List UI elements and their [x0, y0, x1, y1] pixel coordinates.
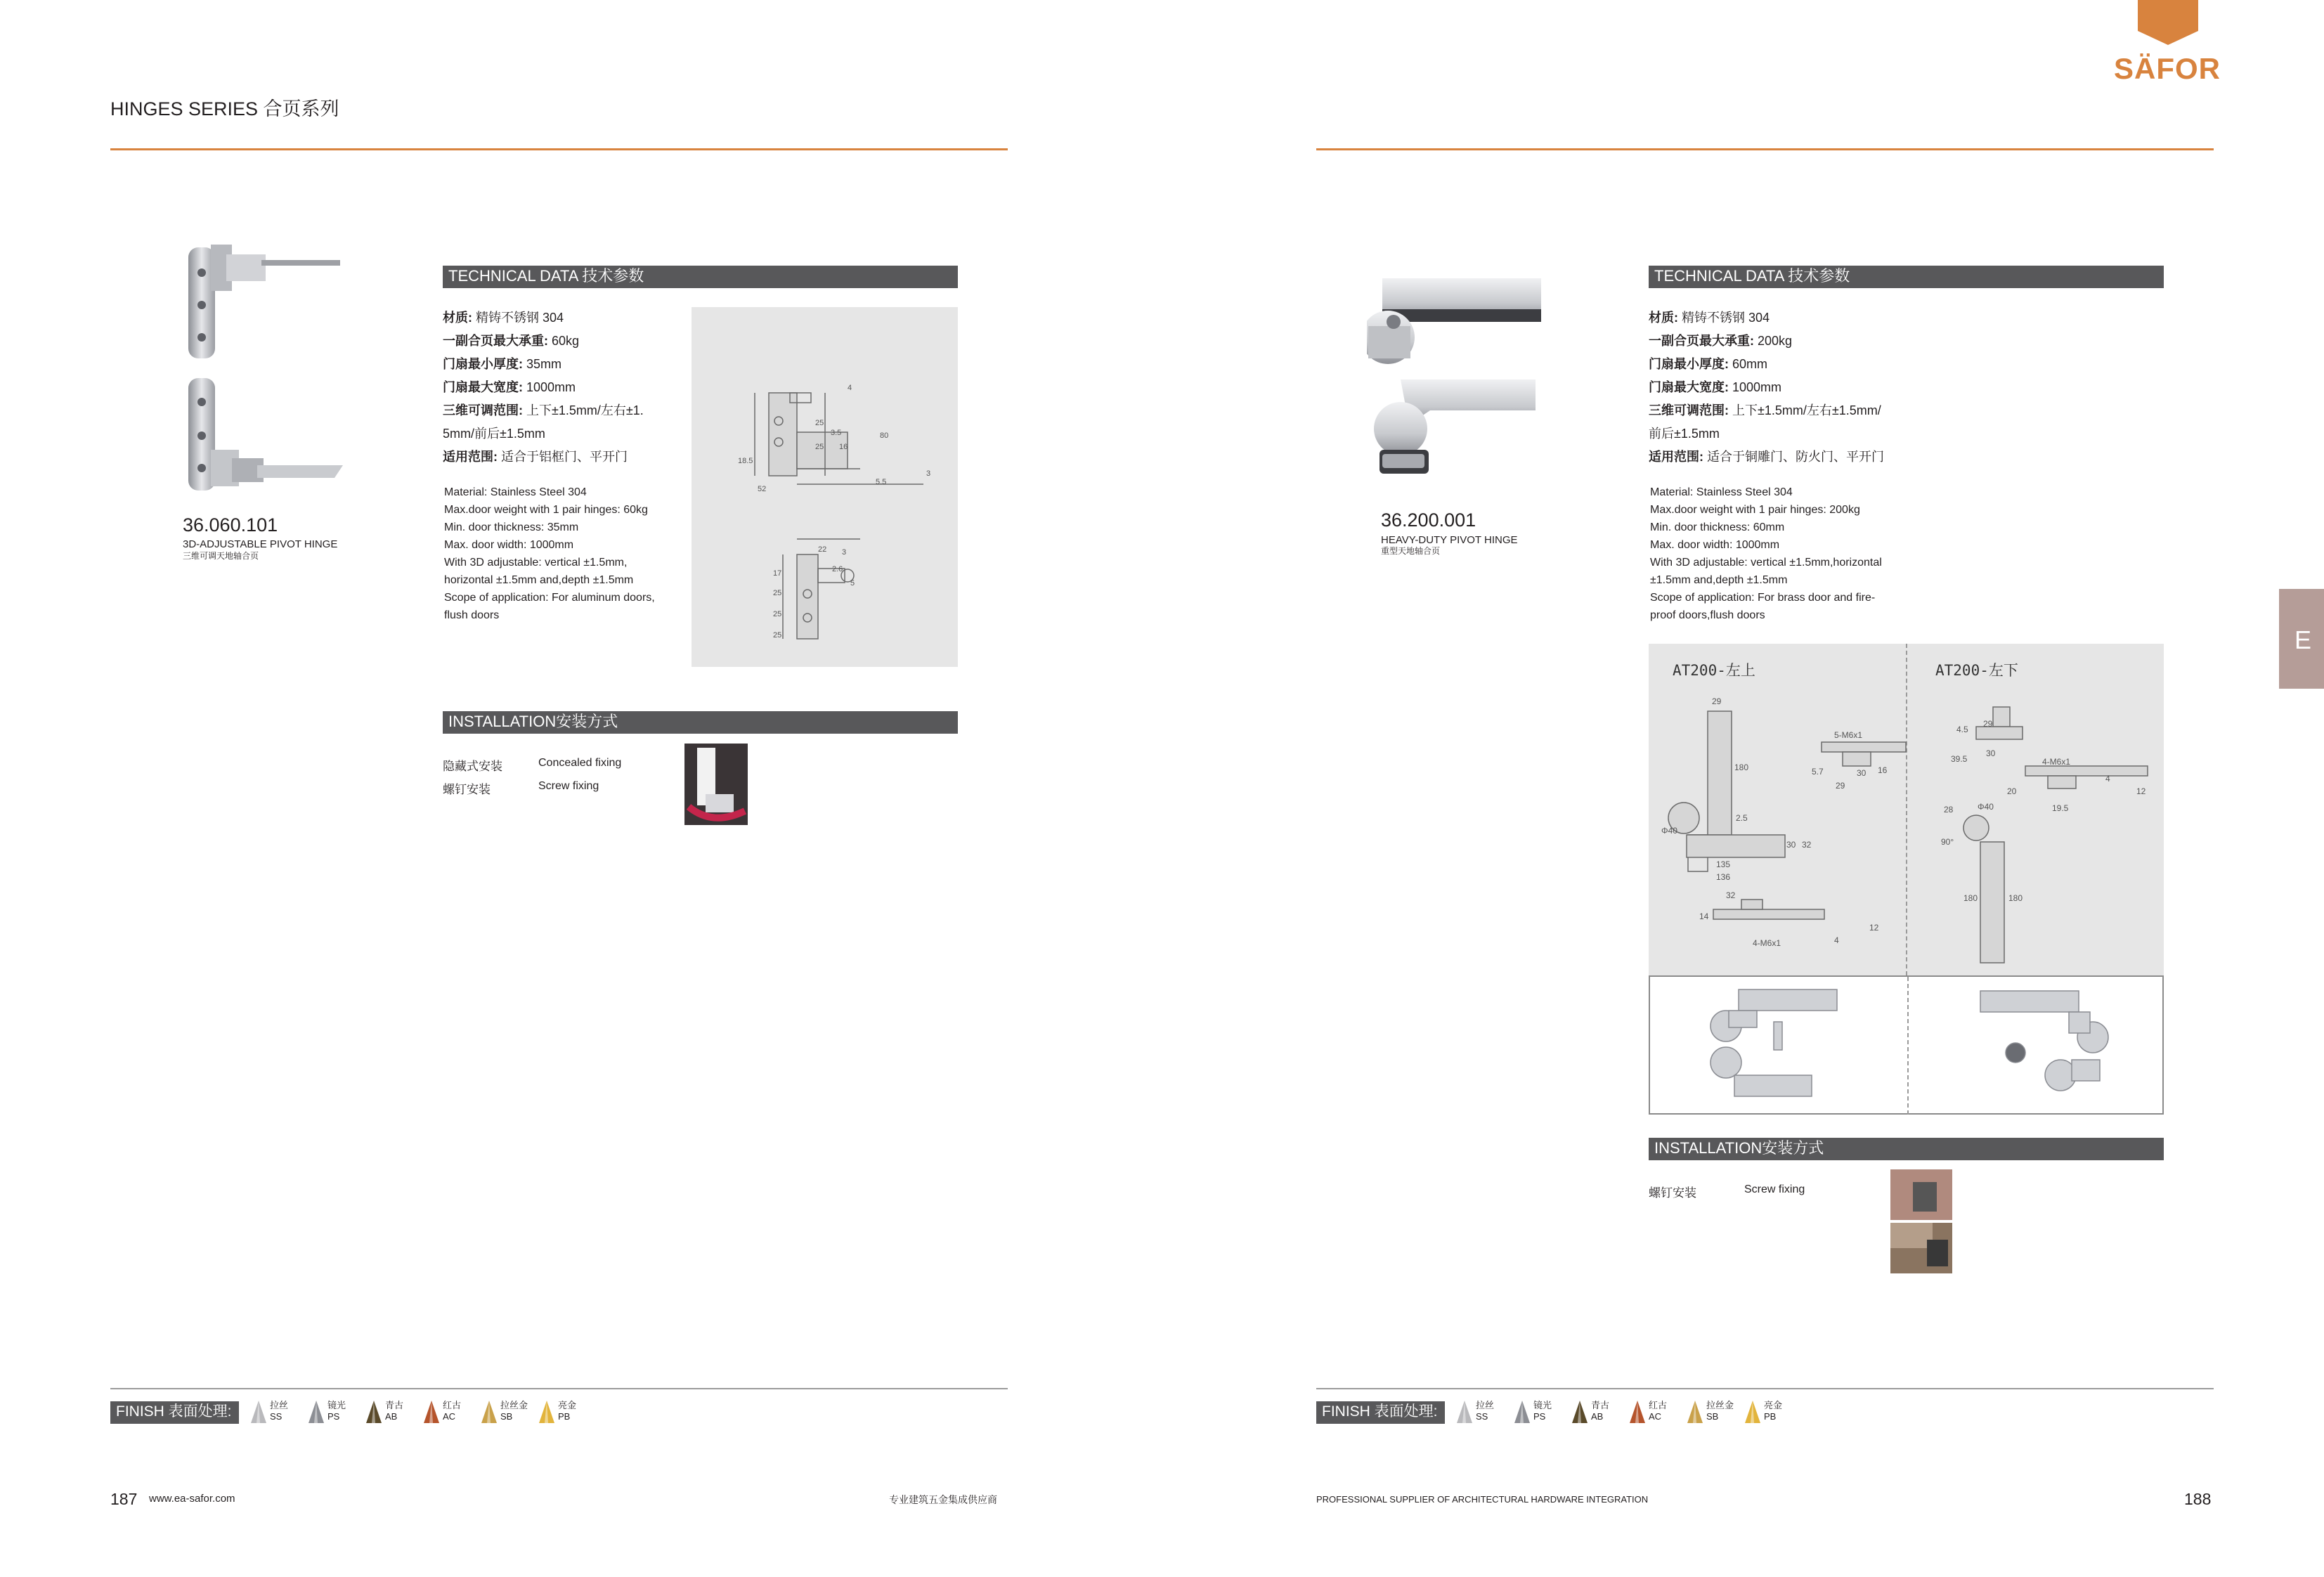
finish-code: AC	[443, 1411, 456, 1422]
website-link[interactable]: www.ea-safor.com	[149, 1493, 235, 1505]
spec-row: flush doors	[444, 609, 500, 621]
finish-name-cn: 拉丝	[1476, 1400, 1495, 1410]
spec-row: Max.door weight with 1 pair hinges: 60kg	[444, 504, 648, 516]
dim-label: 16	[1878, 765, 1888, 775]
finish-name-cn: 拉丝金	[1706, 1400, 1734, 1410]
dim-label: 30	[1857, 768, 1867, 778]
dim-label: Φ40	[1661, 826, 1677, 836]
dim-label: 32	[1802, 840, 1812, 850]
dim-label: 29	[1712, 696, 1722, 706]
dim-label: 4-M6x1	[1753, 938, 1781, 948]
product-code: 36.060.101	[183, 514, 278, 536]
technical-drawing-panel	[692, 307, 958, 667]
spec-row: Min. door thickness: 35mm	[444, 521, 579, 533]
dim-label: 5-M6x1	[1834, 730, 1863, 740]
spec-row: Material: Stainless Steel 304	[1650, 486, 1793, 498]
drawing-title-right: AT200-左下	[1935, 662, 2018, 679]
footer-tagline-en: PROFESSIONAL SUPPLIER OF ARCHITECTURAL HARDWARE INTEGRATION	[1316, 1494, 1649, 1505]
spec-row: Min. door thickness: 60mm	[1650, 521, 1785, 533]
spec-row: ±1.5mm and,depth ±1.5mm	[1650, 574, 1788, 586]
dim-label: 25	[815, 443, 824, 451]
dim-label: 29	[1836, 781, 1845, 791]
finish-name-cn: 红古	[1649, 1400, 1668, 1410]
spec-row: 一副合页最大承重: 60kg	[443, 334, 580, 348]
dim-label: 14	[1699, 911, 1709, 921]
side-tab-label: E	[2294, 625, 2312, 654]
product-name-cn: 三维可调天地轴合页	[183, 551, 259, 561]
dim-label: 4	[1834, 935, 1839, 945]
finish-swatch-ps	[308, 1401, 325, 1425]
dim-label: 3	[926, 469, 931, 478]
dim-label: 32	[1726, 890, 1736, 900]
dim-label: 4-M6x1	[2042, 757, 2071, 767]
finish-name-cn: 青古	[1591, 1400, 1610, 1410]
dim-label: 4	[848, 384, 852, 392]
install-method-cn: 螺钉安装	[1649, 1186, 1696, 1200]
tech-specs-cn	[1649, 306, 1884, 469]
spec-row: 材质: 精铸不锈钢 304	[1649, 311, 1770, 325]
spec-row: 门扇最大宽度: 1000mm	[443, 380, 576, 394]
product-name-cn: 重型天地轴合页	[1381, 546, 1441, 556]
dim-label: 25	[773, 589, 782, 597]
spec-row: With 3D adjustable: vertical ±1.5mm,	[444, 557, 628, 569]
finish-swatch-ab	[365, 1401, 382, 1425]
finish-swatch-ss	[1456, 1401, 1473, 1425]
finish-name-cn: 亮金	[1764, 1400, 1783, 1410]
installation-photo	[1890, 1169, 1952, 1273]
finish-code: AB	[1591, 1411, 1604, 1422]
spec-row: Max.door weight with 1 pair hinges: 200kg	[1650, 504, 1860, 516]
spec-row: 适用范围: 适合于铜雕门、防火门、平开门	[1649, 450, 1884, 464]
dim-label: 25	[815, 419, 824, 427]
dim-label: 180	[2008, 893, 2023, 903]
finish-swatch-pb	[1744, 1401, 1761, 1425]
tech-data-bar: TECHNICAL DATA 技术参数	[443, 266, 958, 288]
spec-row: 门扇最小厚度: 60mm	[1649, 357, 1768, 371]
spec-row: Max. door width: 1000mm	[1650, 539, 1780, 551]
finish-code: SS	[1476, 1411, 1488, 1422]
dim-label: 80	[880, 431, 889, 440]
dim-label: 19.5	[2052, 803, 2069, 813]
page-number-right: 188	[2184, 1490, 2212, 1508]
finish-label: FINISH 表面处理:	[1316, 1401, 1445, 1424]
install-method-en: Concealed fixing	[538, 757, 622, 769]
left-header-rule	[110, 148, 1008, 150]
dim-label: 30	[1786, 840, 1796, 850]
exploded-view-box	[1649, 975, 2164, 1115]
dim-label: 25	[773, 631, 782, 640]
spec-row: Scope of application: For brass door and fire-	[1650, 592, 1876, 604]
spec-row: 适用范围: 适合于铝框门、平开门	[443, 450, 628, 464]
dim-label: 12	[1869, 923, 1879, 933]
spec-row: 三维可调范围: 上下±1.5mm/左右±1.	[443, 403, 644, 417]
footer-tagline-cn: 专业建筑五金集成供应商	[889, 1494, 997, 1505]
technical-drawing	[692, 307, 958, 667]
dim-label: 18.5	[738, 457, 753, 465]
finish-name-cn: 镜光	[1533, 1400, 1552, 1410]
dim-label: 4	[2105, 774, 2110, 784]
spec-row: 三维可调范围: 上下±1.5mm/左右±1.5mm/	[1649, 403, 1881, 417]
tech-specs-cn	[443, 306, 644, 469]
brand-logo: SÄFOR	[2114, 52, 2221, 85]
spec-row: 5mm/前后±1.5mm	[443, 427, 545, 441]
dim-label: 3	[842, 548, 847, 557]
dim-label: 12	[2136, 786, 2146, 796]
installation-bar: INSTALLATION安装方式	[1649, 1138, 2164, 1160]
dim-label: Φ40	[1978, 802, 1994, 812]
dim-label: 16	[839, 443, 848, 451]
finish-name-cn: 青古	[385, 1400, 404, 1410]
finish-swatch-ss	[250, 1401, 267, 1425]
spec-row: Scope of application: For aluminum doors,	[444, 592, 655, 604]
install-method-en: Screw fixing	[538, 780, 599, 792]
dim-label: 4.5	[1956, 725, 1968, 734]
right-finish-rule	[1316, 1388, 2214, 1389]
spec-row: 门扇最小厚度: 35mm	[443, 357, 562, 371]
finish-name-cn: 拉丝金	[500, 1400, 528, 1410]
dim-label: 17	[773, 569, 782, 578]
brand-logo-shape	[2136, 0, 2200, 46]
dim-label: 29	[1983, 719, 1993, 729]
spec-row: horizontal ±1.5mm and,depth ±1.5mm	[444, 574, 634, 586]
side-tab[interactable]	[2279, 589, 2324, 689]
installation-bar: INSTALLATION安装方式	[443, 711, 958, 734]
technical-drawing	[1649, 644, 2164, 975]
finish-name-cn: 红古	[443, 1400, 462, 1410]
dim-label: 180	[1734, 762, 1749, 772]
finish-name-cn: 拉丝	[270, 1400, 289, 1410]
spec-row: 门扇最大宽度: 1000mm	[1649, 380, 1782, 394]
finish-swatch-ac	[1629, 1401, 1646, 1425]
product-name-en: HEAVY-DUTY PIVOT HINGE	[1381, 534, 1518, 546]
page-number-left: 187	[110, 1490, 138, 1508]
finish-code: SB	[500, 1411, 513, 1422]
finish-code: PB	[1764, 1411, 1777, 1422]
dim-label: 25	[773, 610, 782, 618]
finish-code: PS	[1533, 1411, 1546, 1422]
dim-label: 39.5	[1951, 754, 1968, 764]
tech-specs-en	[1650, 484, 1882, 624]
series-title: HINGES SERIES 合页系列	[110, 98, 339, 119]
product-photo-3d-hinge	[176, 239, 351, 502]
dim-label: 3.5	[831, 429, 842, 437]
install-method-cn: 隐藏式安装	[443, 760, 502, 773]
finish-code: AC	[1649, 1411, 1662, 1422]
dim-label: 136	[1716, 872, 1731, 882]
spec-row: proof doors,flush doors	[1650, 609, 1765, 621]
finish-list	[1456, 1398, 1822, 1427]
dim-label: 5	[850, 579, 855, 588]
finish-swatch-ps	[1514, 1401, 1531, 1425]
dim-label: 2.6	[832, 565, 843, 573]
dim-label: 5.7	[1812, 767, 1824, 777]
installation-photo	[684, 744, 748, 825]
spec-row: 前后±1.5mm	[1649, 427, 1720, 441]
dim-label: 180	[1963, 893, 1978, 903]
dim-label: 30	[1986, 748, 1996, 758]
finish-code: PB	[558, 1411, 571, 1422]
finish-swatch-ac	[423, 1401, 440, 1425]
product-photo-heavy-hinge	[1367, 274, 1578, 499]
spec-row: Max. door width: 1000mm	[444, 539, 574, 551]
tech-specs-en	[444, 484, 655, 624]
right-header-rule	[1316, 148, 2214, 150]
dim-label: 2.5	[1736, 813, 1748, 823]
tech-data-bar: TECHNICAL DATA 技术参数	[1649, 266, 2164, 288]
drawing-title-left: AT200-左上	[1673, 662, 1755, 679]
dim-label: 5.5	[876, 478, 887, 486]
spec-row: Material: Stainless Steel 304	[444, 486, 587, 498]
dim-label: 22	[818, 545, 827, 554]
finish-swatch-ab	[1571, 1401, 1588, 1425]
finish-code: SS	[270, 1411, 283, 1422]
finish-swatch-pb	[538, 1401, 555, 1425]
finish-list	[250, 1398, 616, 1427]
finish-code: SB	[1706, 1411, 1719, 1422]
spec-row: With 3D adjustable: vertical ±1.5mm,horizontal	[1650, 557, 1882, 569]
install-method-en: Screw fixing	[1744, 1183, 1805, 1195]
finish-label: FINISH 表面处理:	[110, 1401, 239, 1424]
dim-label: 52	[758, 485, 767, 493]
dim-label: 135	[1716, 859, 1731, 869]
install-method-cn: 螺钉安装	[443, 783, 491, 796]
finish-code: AB	[385, 1411, 398, 1422]
product-code: 36.200.001	[1381, 510, 1476, 531]
technical-drawing-panel	[1649, 644, 2164, 975]
dim-label: 20	[2007, 786, 2017, 796]
finish-name-cn: 镜光	[327, 1400, 346, 1410]
dim-label: 28	[1944, 805, 1954, 815]
left-finish-rule	[110, 1388, 1008, 1389]
spec-row: 一副合页最大承重: 200kg	[1649, 334, 1793, 348]
finish-name-cn: 亮金	[558, 1400, 577, 1410]
dim-label: 90°	[1941, 837, 1954, 847]
product-name-en: 3D-ADJUSTABLE PIVOT HINGE	[183, 538, 338, 550]
finish-swatch-sb	[481, 1401, 498, 1425]
spec-row: 材质: 精铸不锈钢 304	[443, 311, 564, 325]
exploded-view-illustration	[1650, 977, 2165, 1115]
finish-code: PS	[327, 1411, 340, 1422]
finish-swatch-sb	[1687, 1401, 1703, 1425]
